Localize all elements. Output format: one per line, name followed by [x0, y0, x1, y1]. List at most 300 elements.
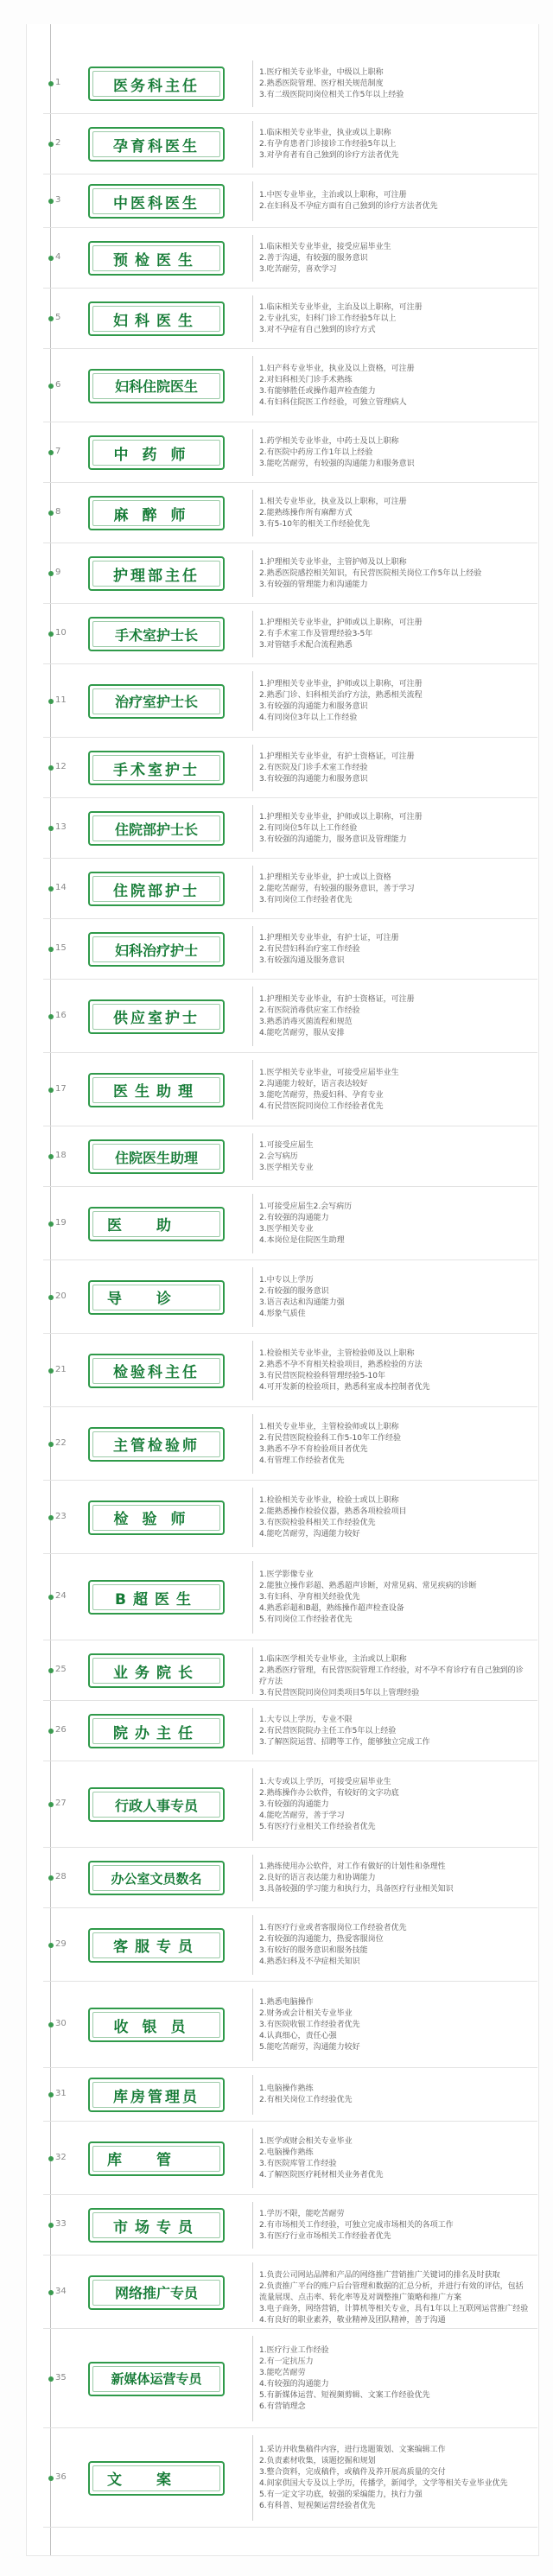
position-number: 2	[55, 138, 61, 148]
divider	[252, 1561, 253, 1634]
timeline-dot-icon	[48, 511, 54, 516]
requirement-item: 3.有较好的服务意识和服务技能	[259, 1945, 368, 1955]
requirement-item: 4.熟悉彩超和B超，熟练操作超声检查设备	[259, 1603, 404, 1613]
requirement-item: 2.能独立操作彩超、熟悉超声诊断，对常见病、常见疾病的诊断	[259, 1581, 477, 1590]
position-title: 检验科主任	[88, 1354, 225, 1388]
timeline-dot-icon	[48, 699, 54, 704]
timeline-dot-icon	[48, 631, 54, 637]
position-number: 11	[55, 695, 67, 705]
position-title: 麻醉师	[88, 496, 225, 530]
requirement-item: 3.有二级医院同岗位相关工作5年以上经验	[259, 90, 404, 99]
requirement-item: 1.大专以上学历，专业不限	[259, 1715, 353, 1724]
position-title: 检验师	[88, 1501, 225, 1535]
divider	[252, 611, 253, 657]
position-number: 28	[55, 1872, 67, 1881]
requirement-item: 1.护理相关专业毕业，主管护师及以上职称	[259, 557, 407, 567]
position-number: 19	[55, 1217, 67, 1228]
requirements-list	[259, 1140, 529, 1174]
position-number: 20	[55, 1291, 67, 1301]
position-number: 4	[55, 252, 61, 262]
requirement-item: 3.有较强的沟通能力，服务意识及管理能力	[259, 834, 407, 844]
requirements-list	[259, 436, 529, 470]
requirement-item: 1.相关专业毕业，主管检验师或以上职称	[259, 1422, 399, 1431]
requirement-item: 2.在妇科及不孕症方面有自己独到的诊疗方法者优先	[259, 202, 438, 211]
requirement-item: 1.相关专业毕业，执业及以上职称，可注册	[259, 497, 407, 506]
requirement-item: 1.有医疗行业或者客服岗位工作经验者优先	[259, 1923, 407, 1932]
requirement-item: 3.有医院检验科相关工作经验优先	[259, 1518, 376, 1527]
requirement-item: 2.有较强的沟通能力	[259, 1213, 329, 1222]
timeline-dot-icon	[48, 1295, 54, 1300]
requirement-item: 2.专业扎实，妇科门诊工作经验5年以上	[259, 314, 397, 323]
requirement-item: 2.负责素材收集，该题挖掘和规划	[259, 2456, 376, 2465]
timeline-dot-icon	[48, 2476, 54, 2481]
timeline-dot-icon	[48, 1368, 54, 1374]
requirement-item: 3.有较强的沟通能力和服务意识	[259, 701, 368, 711]
requirements-list	[259, 2345, 529, 2413]
divider	[252, 60, 253, 107]
divider	[252, 550, 253, 597]
requirements-list	[259, 1422, 529, 1467]
position-title: 孕育科医生	[88, 127, 225, 162]
position-row	[26, 114, 537, 174]
requirement-item: 2.负责推广平台的账户后台管理和数据的汇总分析，并进行有效的评估，包括流量展现、点击率、转化率等及对调整推广策略和推广方案	[259, 2281, 524, 2302]
position-title: 住院部护士长	[88, 811, 225, 846]
position-number: 26	[55, 1725, 67, 1735]
position-title: 医务科主任	[88, 67, 225, 101]
requirement-item: 2.对妇科相关门诊手术熟练	[259, 375, 353, 384]
timeline-dot-icon	[48, 765, 54, 771]
requirement-item: 2.沟通能力较好，语言表达较好	[259, 1079, 368, 1088]
requirement-item: 2.熟悉门诊、妇科相关治疗方法，熟悉相关流程	[259, 690, 423, 700]
requirement-item: 3.吃苦耐劳，喜欢学习	[259, 264, 337, 274]
requirement-item: 1.临床相关专业毕业，主治及以上职称，可注册	[259, 302, 423, 312]
timeline-dot-icon	[48, 1088, 54, 1093]
requirement-item: 4.有良好的职业素养，敬业精神及团队精神，善于沟通	[259, 2315, 446, 2325]
timeline-dot-icon	[48, 947, 54, 952]
position-number: 25	[55, 1665, 67, 1674]
position-row	[26, 349, 537, 422]
requirement-item: 2.能吃苦耐劳，有较强的服务意识，善于学习	[259, 884, 415, 893]
requirement-item: 3.有5-10年的相关工作经验优先	[259, 519, 371, 529]
requirements-list	[259, 872, 529, 906]
requirements-list	[259, 1715, 529, 1748]
requirements-list	[259, 618, 529, 651]
timeline-dot-icon	[48, 1221, 54, 1227]
requirement-item: 4.有妇科住院医工作经验，可独立管理病人	[259, 397, 407, 407]
position-title: 客服专员	[88, 1928, 225, 1963]
requirement-item: 2.有医院中药房工作1年以上经验	[259, 447, 373, 457]
position-number: 18	[55, 1151, 67, 1160]
timeline-dot-icon	[48, 256, 54, 261]
position-row	[26, 483, 537, 543]
position-title: 业务院长	[88, 1653, 225, 1688]
requirement-item: 1.护理相关专业毕业，护师或以上职称，可注册	[259, 618, 423, 627]
position-title: 手术室护士长	[88, 617, 225, 651]
requirement-item: 1.电脑操作熟练	[259, 2084, 314, 2093]
position-row	[26, 1640, 537, 1701]
position-number: 22	[55, 1437, 67, 1448]
requirement-item: 1.熟悉电脑操作	[259, 1997, 314, 2007]
position-row	[26, 1126, 537, 1187]
requirement-item: 1.临床相关专业毕业，接受应届毕业生	[259, 242, 391, 251]
divider	[252, 1060, 253, 1120]
position-row	[26, 174, 537, 228]
requirement-item: 3.有医疗行业市场相关工作经验者优先	[259, 2231, 391, 2241]
timeline-dot-icon	[48, 2156, 54, 2161]
requirement-item: 6.有科普、短视频运营经验者优先	[259, 2501, 376, 2510]
requirement-item: 1.医学相关专业毕业，可接受应届毕业生	[259, 1068, 399, 1077]
position-title: 供应室护士	[88, 999, 225, 1034]
position-number: 17	[55, 1083, 67, 1094]
position-row	[26, 228, 537, 289]
requirement-item: 3.能吃苦耐劳，热爱妇科、孕育专业	[259, 1090, 384, 1100]
divider	[252, 490, 253, 536]
requirement-item: 3.对孕育者有自己独到的诊疗方法者优先	[259, 150, 399, 160]
requirement-item: 4.了解医院医疗耗材相关业务者优先	[259, 2170, 384, 2179]
divider	[252, 1488, 253, 1547]
position-row	[26, 1187, 537, 1260]
position-number: 33	[55, 2219, 67, 2229]
requirement-item: 2.熟悉医院管理、医疗相关规范制度	[259, 79, 384, 88]
position-row	[26, 422, 537, 483]
position-number: 13	[55, 822, 67, 832]
requirements-list	[259, 2270, 529, 2326]
requirement-item: 4.能吃苦耐劳，服从安排	[259, 1028, 345, 1037]
requirement-item: 1.中医专业毕业，主治或以上职称，可注册	[259, 191, 407, 200]
divider	[252, 1708, 253, 1754]
position-number: 9	[55, 568, 61, 577]
requirement-item: 3.能吃苦耐劳，有较强的沟通能力和服务意识	[259, 459, 415, 468]
requirement-item: 4.有民营医院同岗位工作经验者优先	[259, 1101, 384, 1111]
position-title: 导诊	[88, 1280, 225, 1315]
requirement-item: 1.学历不限，能吃苦耐劳	[259, 2209, 345, 2218]
timeline-dot-icon	[48, 2022, 54, 2027]
position-title: 中医科医生	[88, 184, 225, 219]
requirements-list	[259, 1495, 529, 1540]
divider	[252, 1855, 253, 1901]
position-number: 24	[55, 1591, 67, 1601]
timeline-dot-icon	[48, 1014, 54, 1019]
requirement-item: 4.能吃苦耐劳，善于学习	[259, 1811, 345, 1820]
divider	[252, 1194, 253, 1253]
position-row	[26, 2256, 537, 2329]
timeline-dot-icon	[48, 1943, 54, 1948]
requirements-list	[259, 1654, 529, 1699]
requirement-item: 3.具备较强的学习能力和执行力，具备医疗行业相关知识	[259, 1884, 454, 1894]
requirement-item: 2.有市场相关工作经验，可独立完成市场相关的各项工作	[259, 2220, 454, 2230]
timeline-dot-icon	[48, 316, 54, 321]
requirement-item: 1.护理相关专业毕业，护士或以上资格	[259, 872, 391, 882]
timeline-dot-icon	[48, 1802, 54, 1807]
requirements-list	[259, 190, 529, 213]
position-title: 妇科医生	[88, 301, 225, 336]
requirements-list	[259, 1348, 529, 1393]
requirements-list	[259, 2209, 529, 2243]
requirements-list	[259, 2084, 529, 2106]
requirement-item: 5.有新媒体运营、短视频剪辑、文案工作经验优先	[259, 2390, 430, 2400]
requirement-item: 2.有医院消毒供应室工作经验	[259, 1006, 360, 1015]
divider	[252, 1267, 253, 1327]
position-title: 治疗室护士长	[88, 684, 225, 719]
divider	[252, 805, 253, 852]
requirement-item: 1.大专或以上学历，可接受应届毕业生	[259, 1777, 391, 1786]
requirement-item: 5.有医疗行业相关工作经验者优先	[259, 1822, 376, 1831]
position-row	[26, 1701, 537, 1761]
requirement-item: 2.有医院及门诊手术室工作经验	[259, 763, 368, 772]
position-number: 27	[55, 1799, 67, 1808]
timeline-dot-icon	[48, 2376, 54, 2382]
requirement-item: 3.有妇科、孕育相关经验优先	[259, 1592, 360, 1602]
position-number: 8	[55, 507, 61, 517]
position-title: 库房管理员	[88, 2078, 225, 2112]
position-row	[26, 738, 537, 798]
position-title: 市场专员	[88, 2208, 225, 2243]
requirements-list	[259, 1777, 529, 1833]
requirements-list	[259, 242, 529, 276]
position-title: 库管	[88, 2141, 225, 2176]
row-separator	[43, 2527, 537, 2528]
requirements-list	[259, 1923, 529, 1968]
position-row	[26, 859, 537, 919]
requirement-item: 3.有民营医院同岗位同类项目5年以上管理经验	[259, 1688, 420, 1697]
divider	[252, 2336, 253, 2421]
requirement-item: 4.可开发新的检验项目，熟悉科室成本控制者优先	[259, 1382, 430, 1392]
position-number: 3	[55, 195, 61, 205]
requirements-list	[259, 1275, 529, 1320]
divider	[252, 2202, 253, 2249]
timeline-dot-icon	[48, 886, 54, 891]
requirement-item: 2.财务或会计相关专业毕业	[259, 2008, 353, 2018]
requirement-item: 4.间家供国大专及以上学历，传播学，新闻学，文学等相关专业毕业优先	[259, 2478, 508, 2488]
requirement-item: 2.有民营医院院办主任工作5年以上经验	[259, 1726, 397, 1735]
requirements-list	[259, 1862, 529, 1895]
requirement-item: 1.护理相关专业毕业，有护士资格证，可注册	[259, 752, 415, 761]
divider	[252, 1341, 253, 1400]
requirements-list	[259, 1068, 529, 1113]
requirements-list	[259, 128, 529, 162]
divider	[252, 866, 253, 912]
requirement-item: 2.有孕育患者门诊接诊工作经验5年以上	[259, 139, 397, 149]
divider	[252, 235, 253, 282]
requirement-item: 1.护理相关专业毕业，有护士证，可注册	[259, 933, 399, 942]
requirement-item: 4.形象气质佳	[259, 1309, 306, 1318]
position-number: 1	[55, 78, 61, 87]
requirement-item: 2.有手术室工作及管理经验3-5年	[259, 629, 373, 638]
position-row	[26, 2122, 537, 2195]
position-title: 中药师	[88, 435, 225, 470]
divider	[252, 356, 253, 416]
position-row	[26, 1848, 537, 1908]
position-title: 妇科治疗护士	[88, 932, 225, 967]
requirement-item: 3.对管辖手术配合流程熟悉	[259, 640, 353, 650]
requirement-item: 5.有一定文字功底，较强的采编能力，执行力强	[259, 2490, 423, 2499]
requirement-item: 1.负责公司网站品牌和产品的网络推广营销推广关键词的排名及时获取	[259, 2270, 500, 2280]
requirement-item: 3.有较强的沟通能力	[259, 1799, 329, 1809]
position-title: 院办主任	[88, 1714, 225, 1748]
requirement-item: 3.熟悉不孕不育检验项目者优先	[259, 1444, 368, 1454]
timeline-dot-icon	[48, 1875, 54, 1881]
position-number: 10	[55, 628, 67, 638]
requirement-item: 1.护理相关专业毕业，护师或以上职称，可注册	[259, 679, 423, 688]
requirement-item: 3.对不孕症有自己独到的诊疗方式	[259, 325, 376, 334]
requirement-item: 3.有较强的管理能力和沟通能力	[259, 580, 368, 589]
timeline-dot-icon	[48, 826, 54, 831]
position-number: 32	[55, 2152, 67, 2162]
timeline-dot-icon	[48, 1442, 54, 1447]
divider	[252, 1915, 253, 1975]
position-number: 29	[55, 1938, 67, 1949]
requirement-item: 1.熟练使用办公软件，对工作有做好的计划性和条理性	[259, 1862, 446, 1871]
requirement-item: 2.熟悉不孕不育相关检验项目，熟悉检验的方法	[259, 1360, 423, 1369]
position-title: 医助	[88, 1207, 225, 1241]
requirement-item: 1.检验相关专业毕业，检验士或以上职称	[259, 1495, 399, 1505]
requirements-list	[259, 1202, 529, 1247]
position-number: 36	[55, 2471, 67, 2482]
requirement-item: 2.熟练操作办公软件，有较好的文字功底	[259, 1788, 399, 1798]
timeline-dot-icon	[48, 2290, 54, 2295]
position-title: B超医生	[88, 1580, 225, 1615]
requirement-item: 2.能熟悉操作检验仪器，熟悉各项检验项目	[259, 1507, 407, 1516]
position-row	[26, 289, 537, 349]
timeline-dot-icon	[48, 450, 54, 455]
divider	[252, 1414, 253, 1474]
requirements-list	[259, 933, 529, 967]
position-number: 23	[55, 1511, 67, 1521]
divider	[252, 429, 253, 476]
timeline-dot-icon	[48, 571, 54, 576]
requirements-list	[259, 812, 529, 846]
position-title: 护理部主任	[88, 556, 225, 591]
requirement-item: 4.本岗位是住院医生助理	[259, 1235, 345, 1245]
requirement-item: 2.熟悉医院感控相关知识，有民营医院相关岗位工作5年以上经验	[259, 568, 482, 578]
position-row	[26, 1334, 537, 1407]
position-number: 6	[55, 379, 61, 390]
position-row	[26, 1554, 537, 1640]
position-title: 办公室文员数名	[88, 1861, 225, 1895]
requirement-item: 3.有较强的沟通能力和服务意识	[259, 774, 368, 784]
position-row	[26, 798, 537, 859]
requirement-item: 2.会写病历	[259, 1152, 298, 1161]
requirement-item: 2.有较强的沟通能力，热爱客服岗位	[259, 1934, 384, 1944]
requirements-list	[259, 557, 529, 591]
position-number: 31	[55, 2089, 67, 2098]
requirement-item: 2.有较强的服务意识	[259, 1286, 329, 1296]
position-row	[26, 2195, 537, 2256]
requirement-item: 3.语言表达和沟通能力强	[259, 1298, 345, 1307]
requirement-item: 1.中专以上学历	[259, 1275, 314, 1285]
requirement-item: 3.医学相关专业	[259, 1224, 314, 1234]
position-number: 35	[55, 2372, 67, 2382]
requirements-list	[259, 2445, 529, 2512]
requirements-list	[259, 497, 529, 530]
requirement-item: 3.电子商务，网络营销，计算机等相关专业，具有1年以上互联网运营推广经验	[259, 2304, 529, 2313]
requirements-list	[259, 67, 529, 101]
timeline-dot-icon	[48, 1668, 54, 1673]
position-row	[26, 664, 537, 738]
requirement-item: 1.护理相关专业毕业，有护士资格证，可注册	[259, 994, 415, 1004]
divider	[252, 671, 253, 731]
requirement-item: 4.有同岗位3年以上工作经验	[259, 713, 358, 722]
requirement-item: 2.善于沟通，有较强的服务意识	[259, 253, 368, 263]
position-title: 手术室护士	[88, 751, 225, 785]
position-title: 主管检验师	[88, 1427, 225, 1462]
requirements-list	[259, 752, 529, 785]
timeline-dot-icon	[48, 199, 54, 204]
divider	[252, 2435, 253, 2521]
requirement-item: 2.有一定抗压力	[259, 2357, 314, 2366]
requirement-item: 1.可接受应届生2.会写病历	[259, 1202, 353, 1211]
requirements-list	[259, 302, 529, 336]
timeline-dot-icon	[48, 81, 54, 86]
requirement-item: 3.有医院库管工作经验	[259, 2159, 337, 2168]
requirement-item: 3.有医院收银工作经验者优先	[259, 2020, 360, 2029]
divider	[252, 987, 253, 1046]
divider	[252, 2262, 253, 2322]
position-row	[26, 980, 537, 1053]
position-title: 收银员	[88, 2008, 225, 2042]
position-row	[26, 1053, 537, 1126]
requirement-item: 5.能吃苦耐劳，沟通能力较好	[259, 2042, 360, 2052]
position-title: 行政人事专员	[88, 1787, 225, 1822]
requirement-item: 4.能吃苦耐劳，沟通能力较好	[259, 1529, 360, 1539]
requirement-item: 2.有同岗位5年以上工作经验	[259, 823, 358, 833]
divider	[252, 1989, 253, 2061]
divider	[252, 121, 253, 168]
requirement-item: 4.有较强的沟通能力	[259, 2379, 329, 2389]
position-title: 网络推广专员	[88, 2275, 225, 2310]
requirement-item: 1.采访并收集稿件内容，进行选题策划、文案编辑工作	[259, 2445, 446, 2454]
requirement-item: 2.电脑操作熟练	[259, 2148, 314, 2157]
position-row	[26, 1761, 537, 1848]
divider	[252, 181, 253, 221]
position-row	[26, 2329, 537, 2428]
requirement-item: 1.医学影像专业	[259, 1570, 314, 1579]
position-number: 34	[55, 2286, 67, 2296]
timeline-dot-icon	[48, 1595, 54, 1600]
requirement-item: 3.有能够胜任或操作超声检查能力	[259, 386, 376, 396]
position-number: 30	[55, 2019, 67, 2028]
position-row	[26, 1407, 537, 1481]
requirement-item: 1.妇产科专业毕业，执业及以上资格，可注册	[259, 364, 415, 373]
requirement-item: 1.医学或财会相关专业毕业	[259, 2136, 353, 2146]
position-title: 文案	[88, 2461, 225, 2496]
timeline-dot-icon	[48, 1154, 54, 1159]
requirement-item: 2.熟悉医疗管理，有民营医院管理工作经验，对不孕不育诊疗有自己独到的诊疗方法	[259, 1666, 524, 1686]
divider	[252, 2129, 253, 2188]
position-row	[26, 1982, 537, 2068]
requirement-item: 3.有较强沟通及服务意识	[259, 955, 345, 965]
position-row	[26, 54, 537, 114]
requirement-item: 2.有民营医院检验科工作5-10年工作经验	[259, 1433, 402, 1443]
requirement-item: 1.药学相关专业毕业，中药士及以上职称	[259, 436, 399, 446]
requirements-list	[259, 1570, 529, 1626]
position-title: 新媒体运营专员	[88, 2362, 225, 2396]
divider	[252, 745, 253, 791]
requirement-item: 3.有民营医院检验科管理经验5-10年	[259, 1371, 386, 1380]
timeline-dot-icon	[48, 384, 54, 389]
requirement-item: 3.了解医院运营、招聘等工作，能够独立完成工作	[259, 1737, 430, 1747]
requirement-item: 3.熟悉消毒灭菌流程和规范	[259, 1017, 353, 1026]
position-row	[26, 2068, 537, 2122]
timeline-dot-icon	[48, 2223, 54, 2228]
divider	[252, 295, 253, 342]
requirement-item: 3.能吃苦耐劳	[259, 2368, 306, 2377]
requirement-item: 4.认真细心，责任心强	[259, 2031, 337, 2040]
timeline-dot-icon	[48, 2092, 54, 2097]
position-row	[26, 2428, 537, 2528]
requirement-item: 4.熟悉妇科及不孕症相关知识	[259, 1957, 360, 1966]
position-number: 15	[55, 943, 67, 953]
